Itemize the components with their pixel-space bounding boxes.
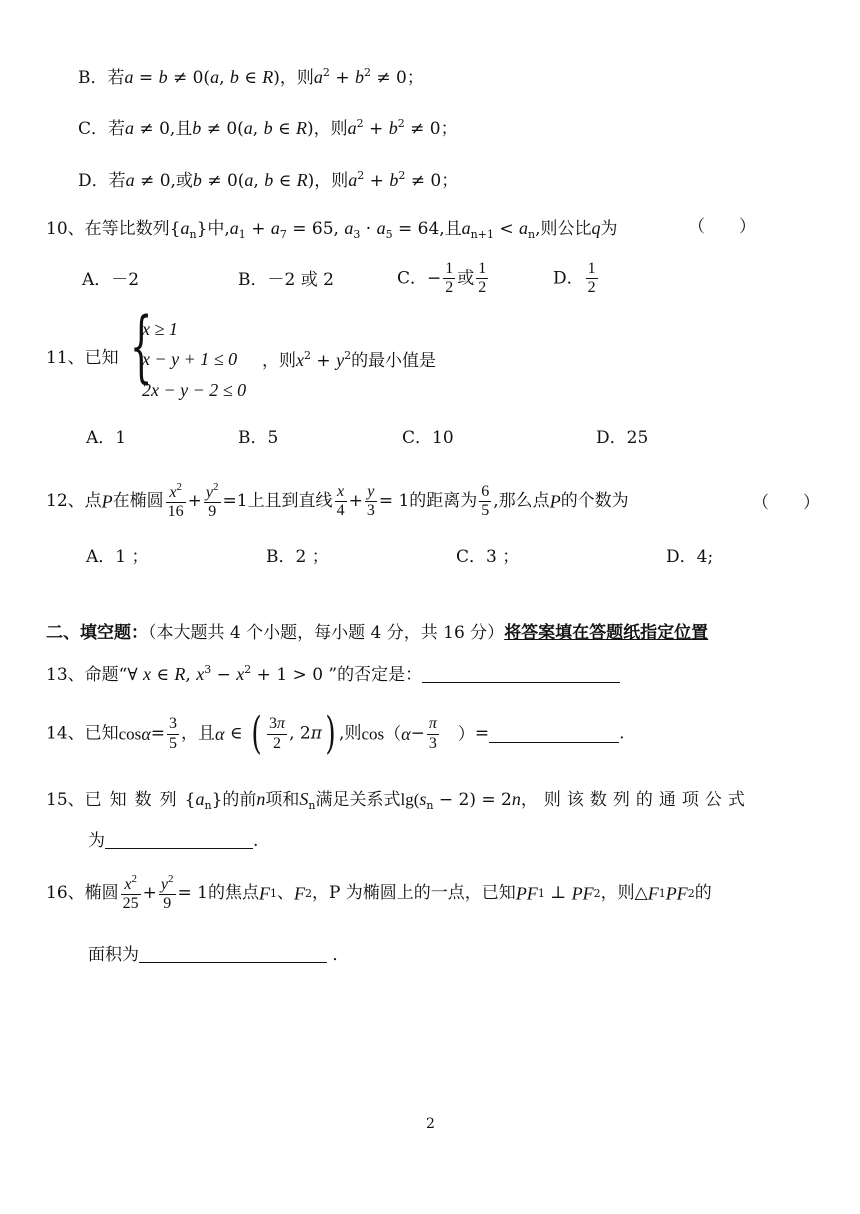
question-13-stem: 13、命题“∀ x ∈ R, $x^3 - x^2 + 1 > 0$ ”的否定是： xyxy=(46,664,620,684)
q14-answer-blank[interactable] xyxy=(489,726,619,743)
q9-option-c: C．若a ≠ 0,且b ≠ 0(a, b ∈ R)，则$a^2 + b^2 \ne 0$； xyxy=(78,117,458,139)
question-11-number: 11、已知 xyxy=(46,348,119,368)
question-15-stem: 15、已知数列$\{a_n\}$的前n项和$S_n$满足关系式$\lg(s_n - 2) = 2n$，则该数列的通项公式 xyxy=(46,789,751,812)
q10-option-a: A．－2 xyxy=(82,270,140,290)
section-2-header: 二、填空题：（本大题共 4 个小题，每小题 4 分，共 16 分）将答案填在答题纸指定位置 xyxy=(46,623,709,643)
constraint-2: x − y + 1 ≤ 0 xyxy=(142,349,238,369)
question-16-stem: 16、椭圆 $\frac{x^2}{25}$ + $\frac{y^2}{9}$ = 1的焦点F1、F2，P 为椭圆上的一点，已知PF1 ⊥ PF2，则△F1PF2的 xyxy=(46,873,712,913)
question-14-stem: 14、已知cosα= $\frac{3}{5}$ ，且α ∈ ( $\frac{3\pi}{2}$ , 2π) ,则cos（α− $\frac{\pi}{3}$ ）= . xyxy=(46,708,625,759)
q15-answer-blank[interactable] xyxy=(105,832,253,849)
constraint-1: x ≥ 1 xyxy=(142,319,178,339)
q11-option-b: B．5 xyxy=(238,428,279,448)
q9-option-d: D．若a ≠ 0,或b ≠ 0(a, b ∈ R)，则$a^2 + b^2 \ne 0$； xyxy=(78,169,459,191)
q11-option-d: D．25 xyxy=(596,428,649,448)
q12-option-c: C．3 ； xyxy=(456,547,520,567)
question-11-stem: ，则$x^2 + y^2$的最小值是 xyxy=(262,349,437,371)
question-12-answer-paren: （ ） xyxy=(752,493,820,513)
q16-answer-blank[interactable] xyxy=(139,946,327,963)
system-brace: { xyxy=(130,302,153,392)
q12-option-a: A．1 ； xyxy=(86,547,149,567)
constraint-3: 2x − y − 2 ≤ 0 xyxy=(142,380,247,400)
question-16-line2: 面积为 ． xyxy=(88,945,350,965)
q12-option-d: D．4; xyxy=(666,547,714,567)
q10-option-d: D． $\frac{1}{2}$ xyxy=(553,260,596,297)
q12-option-b: B．2 ； xyxy=(266,547,329,567)
q11-option-a: A．1 xyxy=(86,428,127,448)
question-10-stem: 10、在等比数列$\{a_n\}$中$,a_1 + a_7 = 65$, $a_3 \cdot a_5 = 64$,且$a_{n+1} < a_n$,则公比q为 xyxy=(46,218,618,241)
page-number: 2 xyxy=(426,1116,435,1132)
q10-option-b: B．－2 或 2 xyxy=(238,270,334,290)
question-12-stem: 12、点P在椭圆 $\frac{x^2}{16}$ + $\frac{y^2}{9}$ =1上且到直线 $\frac{x}{4}$ + $\frac{y}{3}$ = 1的距离为 $\frac{6}{5}$ ,那么点P的个数为 xyxy=(46,481,629,521)
question-10-answer-paren: （ ） xyxy=(688,217,756,237)
q11-option-c: C．10 xyxy=(402,428,454,448)
q13-answer-blank[interactable] xyxy=(422,666,620,683)
question-15-line2: 为 . xyxy=(88,831,259,851)
q9-option-b: B．若a = b ≠ 0(a, b ∈ R)，则$a^2 + b^2 \ne 0$； xyxy=(78,66,424,88)
q10-option-c: C．− $\frac{1}{2}$ 或 $\frac{1}{2}$ xyxy=(397,260,487,297)
